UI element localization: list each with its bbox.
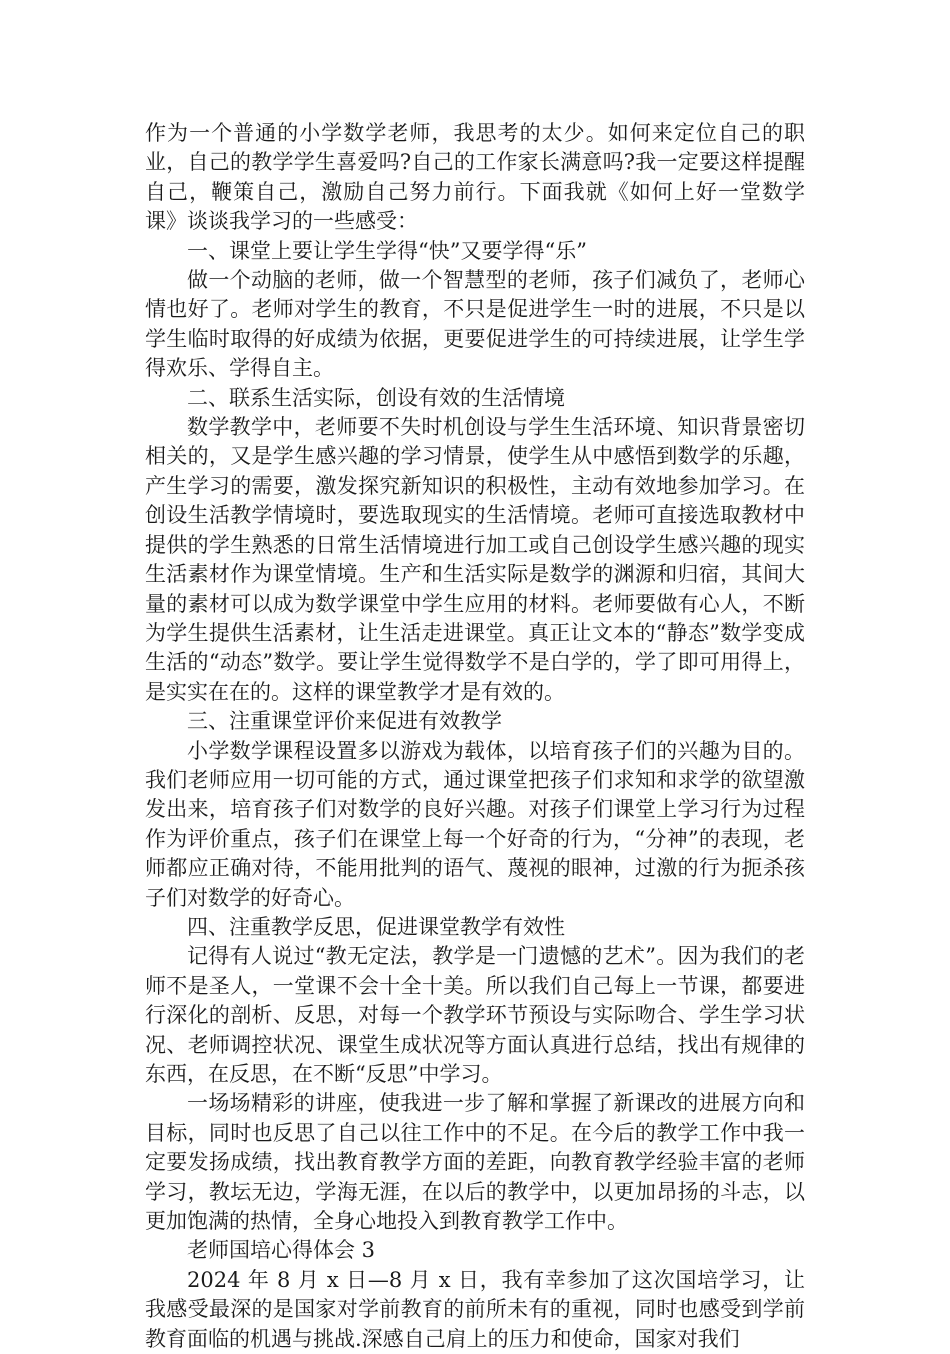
body-paragraph: 2024 年 8 月 x 日—8 月 x 日，我有幸参加了这次国培学习，让我感受最深的是国家对学前教育的前所未有的重视，同时也感受到学前教育面临的机遇与挑战.深感自己肩上的压力和使命，国家对我们 [145, 1267, 805, 1351]
body-paragraph: 做一个动脑的老师，做一个智慧型的老师，孩子们减负了，老师心情也好了。老师对学生的教育，不只是促进学生一时的进展，不只是以学生临时取得的好成绩为依据，更要促进学生的可持续进展，让学生学得欢乐、学得自主。 [145, 268, 805, 381]
body-paragraph: 记得有人说过“教无定法，教学是一门遗憾的艺术”。因为我们的老师不是圣人，一堂课不会十全十美。所以我们自己每上一节课，都要进行深化的剖析、反思，对每一个教学环节预设与实际吻合、学生学习状况、老师调控状况、课堂生成状况等方面认真进行总结，找出有规律的东西，在反思，在不断“反思”中学习。 [145, 944, 805, 1086]
intro-paragraph: 作为一个普通的小学数学老师，我思考的太少。如何来定位自己的职业，自己的教学学生喜爱吗?自己的工作家长满意吗?我一定要这样提醒自己，鞭策自己，激励自己努力前行。下面我就《如何上好一堂数学课》谈谈我学习的一些感受： [145, 121, 805, 234]
section-heading-4: 四、注重教学反思，促进课堂教学有效性 [187, 914, 565, 939]
section-heading-2: 二、联系生活实际，创设有效的生活情境 [187, 385, 565, 410]
body-paragraph: 数学教学中，老师要不失时机创设与学生生活环境、知识背景密切相关的，又是学生感兴趣的学习情景，使学生从中感悟到数学的乐趣，产生学习的需要，激发探究新知识的积极性，主动有效地参加学习。在创设生活教学情境时，要选取现实的生活情境。老师可直接选取教材中提供的学生熟悉的日常生活情境进行加工或自己创设学生感兴趣的现实生活素材作为课堂情境。生产和生活实际是数学的渊源和归宿，其间大量的素材可以成为数学课堂中学生应用的材料。老师要做有心人，不断为学生提供生活素材，让生活走进课堂。真正让文本的“静态”数学变成生活的“动态”数学。要让学生觉得数学不是白学的，学了即可用得上，是实实在在的。这样的课堂教学才是有效的。 [145, 415, 805, 704]
section-heading-3: 三、注重课堂评价来促进有效教学 [187, 709, 502, 734]
body-paragraph: 一场场精彩的讲座，使我进一步了解和掌握了新课改的进展方向和目标，同时也反思了自己以往工作中的不足。在今后的教学工作中我一定要发扬成绩，找出教育教学方面的差距，向教育教学经验丰富的老师学习，教坛无边，学海无涯，在以后的教学中，以更加昂扬的斗志，以更加饱满的热情，全身心地投入到教育教学工作中。 [145, 1091, 805, 1234]
document-body [145, 119, 805, 1354]
body-paragraph: 小学数学课程设置多以游戏为载体，以培育孩子们的兴趣为目的。我们老师应用一切可能的方式，通过课堂把孩子们求知和求学的欲望激发出来，培育孩子们对数学的良好兴趣。对孩子们课堂上学习行为过程作为评价重点，孩子们在课堂上每一个好奇的行为，“分神”的表现，老师都应正确对待，不能用批判的语气、蔑视的眼神，过激的行为扼杀孩子们对数学的好奇心。 [145, 738, 805, 910]
article-title: 老师国培心得体会 3 [187, 1238, 376, 1263]
section-heading-1: 一、课堂上要让学生学得“快”又要学得“乐” [187, 238, 587, 263]
